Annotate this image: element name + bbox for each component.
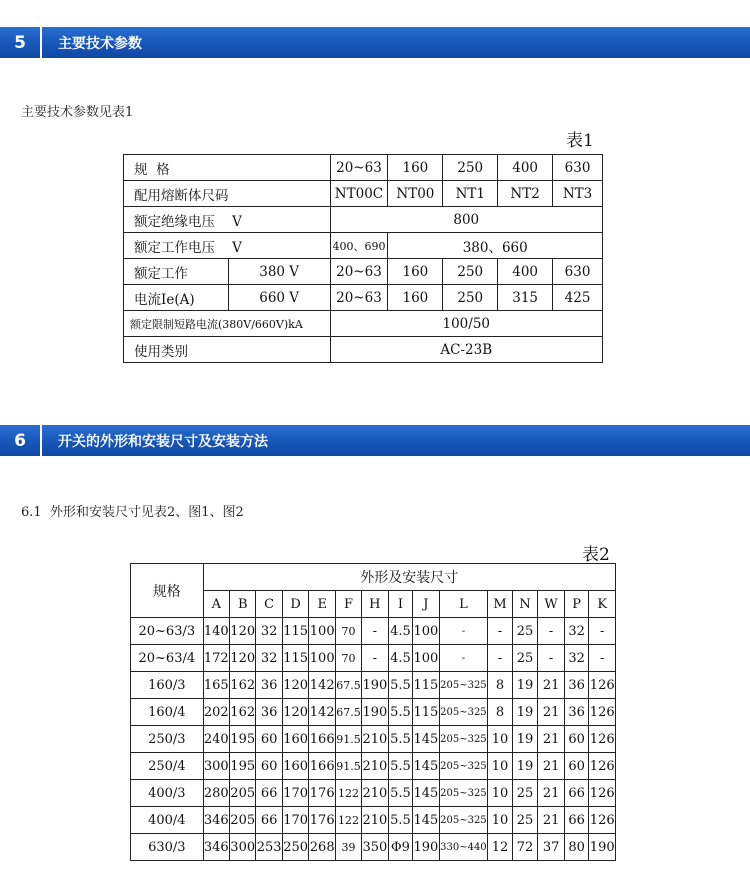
cell: 165 xyxy=(203,672,229,699)
table-row xyxy=(124,233,603,259)
cell: 425 xyxy=(553,285,603,311)
cell: 210 xyxy=(362,807,389,834)
cell: 19 xyxy=(512,753,538,780)
cell: 126 xyxy=(589,726,616,753)
row-spec: 20~63/4 xyxy=(131,645,204,672)
cell: 20~63 xyxy=(330,259,388,285)
cell: 142 xyxy=(309,699,336,726)
column-header: H xyxy=(362,591,389,618)
column-header-row xyxy=(131,591,616,618)
cell: 8 xyxy=(488,699,513,726)
table-row xyxy=(124,207,603,233)
cell: 280 xyxy=(203,780,229,807)
section-number: 5 xyxy=(14,32,26,53)
cell: 145 xyxy=(413,753,439,780)
cell: 67.5 xyxy=(335,672,361,699)
row-label: 额定限制短路电流(380V/660V)kA xyxy=(124,311,331,337)
table-row xyxy=(131,699,616,726)
dimensions-table xyxy=(130,563,616,861)
cell: 32 xyxy=(256,618,282,645)
table-row xyxy=(131,807,616,834)
cell: 160 xyxy=(388,285,443,311)
cell: 5.5 xyxy=(388,780,413,807)
row-spec: 160/4 xyxy=(131,699,204,726)
cell: 66 xyxy=(256,807,282,834)
cell: 660 V xyxy=(228,285,330,311)
cell: 115 xyxy=(413,699,439,726)
row-label: 使用类别 xyxy=(124,337,331,363)
cell: 140 xyxy=(203,618,229,645)
cell: 25 xyxy=(512,807,538,834)
table-row xyxy=(131,726,616,753)
row-label: 额定工作电压 V xyxy=(124,233,331,259)
section-title: 主要技术参数 xyxy=(58,35,142,52)
cell: 32 xyxy=(256,645,282,672)
cell: 5.5 xyxy=(388,753,413,780)
cell: 21 xyxy=(538,807,565,834)
row-label: 配用熔断体尺码 xyxy=(124,181,331,207)
cell: 190 xyxy=(413,834,439,861)
cell: 20~63 xyxy=(330,155,388,181)
cell: 91.5 xyxy=(335,726,361,753)
cell: - xyxy=(362,618,389,645)
cell: 250 xyxy=(443,259,498,285)
cell: 122 xyxy=(335,780,361,807)
cell: 166 xyxy=(309,753,336,780)
cell: 250 xyxy=(282,834,309,861)
cell: 60 xyxy=(564,726,589,753)
cell: - xyxy=(439,645,488,672)
cell: 100 xyxy=(413,618,439,645)
intro-text: 6.1 外形和安装尺寸见表2、图1、图2 xyxy=(21,505,244,520)
cell: 36 xyxy=(256,672,282,699)
cell: 346 xyxy=(203,807,229,834)
column-header: B xyxy=(230,591,256,618)
table-row xyxy=(131,672,616,699)
cell: 142 xyxy=(309,672,336,699)
table-row xyxy=(131,753,616,780)
cell: 19 xyxy=(512,726,538,753)
cell: 120 xyxy=(282,699,309,726)
cell: 39 xyxy=(335,834,361,861)
cell: - xyxy=(589,618,616,645)
cell: 100 xyxy=(309,618,336,645)
cell: 91.5 xyxy=(335,753,361,780)
cell: 25 xyxy=(512,618,538,645)
cell: 205~325 xyxy=(439,753,488,780)
cell: 250 xyxy=(443,285,498,311)
table-header-row xyxy=(131,564,616,591)
table-row xyxy=(131,645,616,672)
cell: 205~325 xyxy=(439,807,488,834)
column-header: D xyxy=(282,591,309,618)
cell: 350 xyxy=(362,834,389,861)
cell: 160 xyxy=(282,726,309,753)
cell: Φ9 xyxy=(388,834,413,861)
spec-header: 规格 xyxy=(131,564,204,618)
cell: 80 xyxy=(564,834,589,861)
column-header: M xyxy=(488,591,513,618)
cell: - xyxy=(362,645,389,672)
cell: 205~325 xyxy=(439,699,488,726)
cell: 100 xyxy=(413,645,439,672)
table-caption: 表1 xyxy=(566,131,594,151)
cell: 380 V xyxy=(228,259,330,285)
cell: 300 xyxy=(230,834,256,861)
cell: 25 xyxy=(512,780,538,807)
cell: 115 xyxy=(282,645,309,672)
cell: 10 xyxy=(488,780,513,807)
cell: 126 xyxy=(589,699,616,726)
cell: 400、690 xyxy=(330,233,388,259)
cell: 190 xyxy=(362,699,389,726)
cell: 126 xyxy=(589,780,616,807)
cell: 205 xyxy=(230,807,256,834)
cell: 72 xyxy=(512,834,538,861)
cell: 120 xyxy=(230,618,256,645)
cell: NT3 xyxy=(553,181,603,207)
cell: 210 xyxy=(362,780,389,807)
cell: 100/50 xyxy=(330,311,603,337)
cell: 36 xyxy=(256,699,282,726)
cell: 176 xyxy=(309,807,336,834)
cell: 19 xyxy=(512,699,538,726)
table-row xyxy=(124,155,603,181)
cell: 195 xyxy=(230,726,256,753)
cell: NT00C xyxy=(330,181,388,207)
cell: 100 xyxy=(309,645,336,672)
column-header: E xyxy=(309,591,336,618)
cell: 800 xyxy=(330,207,603,233)
column-header: N xyxy=(512,591,538,618)
cell: 205~325 xyxy=(439,780,488,807)
cell: 346 xyxy=(203,834,229,861)
cell: 37 xyxy=(538,834,565,861)
cell: 4.5 xyxy=(388,618,413,645)
group-header: 外形及安装尺寸 xyxy=(203,564,615,591)
cell: 268 xyxy=(309,834,336,861)
cell: NT00 xyxy=(388,181,443,207)
table-row xyxy=(124,181,603,207)
cell: 145 xyxy=(413,780,439,807)
cell: 210 xyxy=(362,726,389,753)
row-spec: 20~63/3 xyxy=(131,618,204,645)
column-header: C xyxy=(256,591,282,618)
cell: 122 xyxy=(335,807,361,834)
row-spec: 630/3 xyxy=(131,834,204,861)
row-spec: 250/4 xyxy=(131,753,204,780)
cell: 176 xyxy=(309,780,336,807)
cell: 162 xyxy=(230,672,256,699)
cell: 126 xyxy=(589,807,616,834)
cell: 630 xyxy=(553,259,603,285)
cell: 162 xyxy=(230,699,256,726)
cell: 70 xyxy=(335,645,361,672)
cell: 190 xyxy=(362,672,389,699)
column-header: P xyxy=(564,591,589,618)
cell: 21 xyxy=(538,753,565,780)
cell: 205~325 xyxy=(439,672,488,699)
cell: 240 xyxy=(203,726,229,753)
divider xyxy=(40,425,42,456)
cell: 170 xyxy=(282,780,309,807)
cell: 21 xyxy=(538,699,565,726)
cell: 36 xyxy=(564,699,589,726)
column-header: A xyxy=(203,591,229,618)
cell: 36 xyxy=(564,672,589,699)
cell: 630 xyxy=(553,155,603,181)
cell: 166 xyxy=(309,726,336,753)
cell: 5.5 xyxy=(388,807,413,834)
row-spec: 160/3 xyxy=(131,672,204,699)
row-label: 电流Ie(A) xyxy=(124,285,229,311)
cell: 205 xyxy=(230,780,256,807)
cell: 120 xyxy=(230,645,256,672)
cell: 21 xyxy=(538,780,565,807)
cell: 172 xyxy=(203,645,229,672)
cell: 126 xyxy=(589,672,616,699)
cell: - xyxy=(488,645,513,672)
cell: 4.5 xyxy=(388,645,413,672)
row-label: 规 格 xyxy=(124,155,331,181)
section-number: 6 xyxy=(14,430,26,451)
column-header: W xyxy=(538,591,565,618)
column-header: L xyxy=(439,591,488,618)
cell: - xyxy=(589,645,616,672)
cell: - xyxy=(488,618,513,645)
intro-text: 主要技术参数见表1 xyxy=(21,105,134,120)
cell: 66 xyxy=(564,807,589,834)
cell: 115 xyxy=(282,618,309,645)
row-spec: 250/3 xyxy=(131,726,204,753)
cell: 67.5 xyxy=(335,699,361,726)
row-label: 额定绝缘电压 V xyxy=(124,207,331,233)
cell: 10 xyxy=(488,807,513,834)
column-header: I xyxy=(388,591,413,618)
cell: - xyxy=(439,618,488,645)
cell: 60 xyxy=(256,726,282,753)
tech-params-table xyxy=(123,154,603,363)
cell: 12 xyxy=(488,834,513,861)
cell: 66 xyxy=(256,780,282,807)
cell: 126 xyxy=(589,753,616,780)
cell: 25 xyxy=(512,645,538,672)
table-row xyxy=(131,780,616,807)
cell: 145 xyxy=(413,726,439,753)
cell: - xyxy=(538,645,565,672)
cell: 70 xyxy=(335,618,361,645)
cell: 10 xyxy=(488,753,513,780)
cell: 60 xyxy=(564,753,589,780)
cell: 205~325 xyxy=(439,726,488,753)
table-caption: 表2 xyxy=(582,545,610,565)
section-5-banner xyxy=(0,27,750,58)
cell: 5.5 xyxy=(388,672,413,699)
cell: AC-23B xyxy=(330,337,603,363)
cell: - xyxy=(538,618,565,645)
cell: 145 xyxy=(413,807,439,834)
cell: 115 xyxy=(413,672,439,699)
cell: 160 xyxy=(388,259,443,285)
cell: 400 xyxy=(498,155,553,181)
cell: 400 xyxy=(498,259,553,285)
table-row xyxy=(124,337,603,363)
cell: 120 xyxy=(282,672,309,699)
cell: 60 xyxy=(256,753,282,780)
cell: 8 xyxy=(488,672,513,699)
cell: 170 xyxy=(282,807,309,834)
row-spec: 400/3 xyxy=(131,780,204,807)
section-title: 开关的外形和安装尺寸及安装方法 xyxy=(58,433,268,450)
cell: 32 xyxy=(564,618,589,645)
column-header: F xyxy=(335,591,361,618)
cell: 10 xyxy=(488,726,513,753)
cell: 66 xyxy=(564,780,589,807)
cell: 330~440 xyxy=(439,834,488,861)
cell: 5.5 xyxy=(388,699,413,726)
row-spec: 400/4 xyxy=(131,807,204,834)
section-6-banner xyxy=(0,425,750,456)
table-row xyxy=(124,259,603,285)
cell: 195 xyxy=(230,753,256,780)
cell: 160 xyxy=(388,155,443,181)
cell: NT2 xyxy=(498,181,553,207)
column-header: K xyxy=(589,591,616,618)
cell: NT1 xyxy=(443,181,498,207)
table-row xyxy=(131,618,616,645)
table-row xyxy=(131,834,616,861)
cell: 190 xyxy=(589,834,616,861)
cell: 21 xyxy=(538,726,565,753)
cell: 253 xyxy=(256,834,282,861)
cell: 250 xyxy=(443,155,498,181)
table-row xyxy=(124,285,603,311)
divider xyxy=(40,27,42,58)
cell: 380、660 xyxy=(388,233,603,259)
column-header: J xyxy=(413,591,439,618)
row-label: 额定工作 xyxy=(124,259,229,285)
cell: 5.5 xyxy=(388,726,413,753)
cell: 300 xyxy=(203,753,229,780)
cell: 202 xyxy=(203,699,229,726)
cell: 20~63 xyxy=(330,285,388,311)
cell: 315 xyxy=(498,285,553,311)
cell: 32 xyxy=(564,645,589,672)
table-row xyxy=(124,311,603,337)
cell: 21 xyxy=(538,672,565,699)
cell: 160 xyxy=(282,753,309,780)
cell: 210 xyxy=(362,753,389,780)
cell: 19 xyxy=(512,672,538,699)
